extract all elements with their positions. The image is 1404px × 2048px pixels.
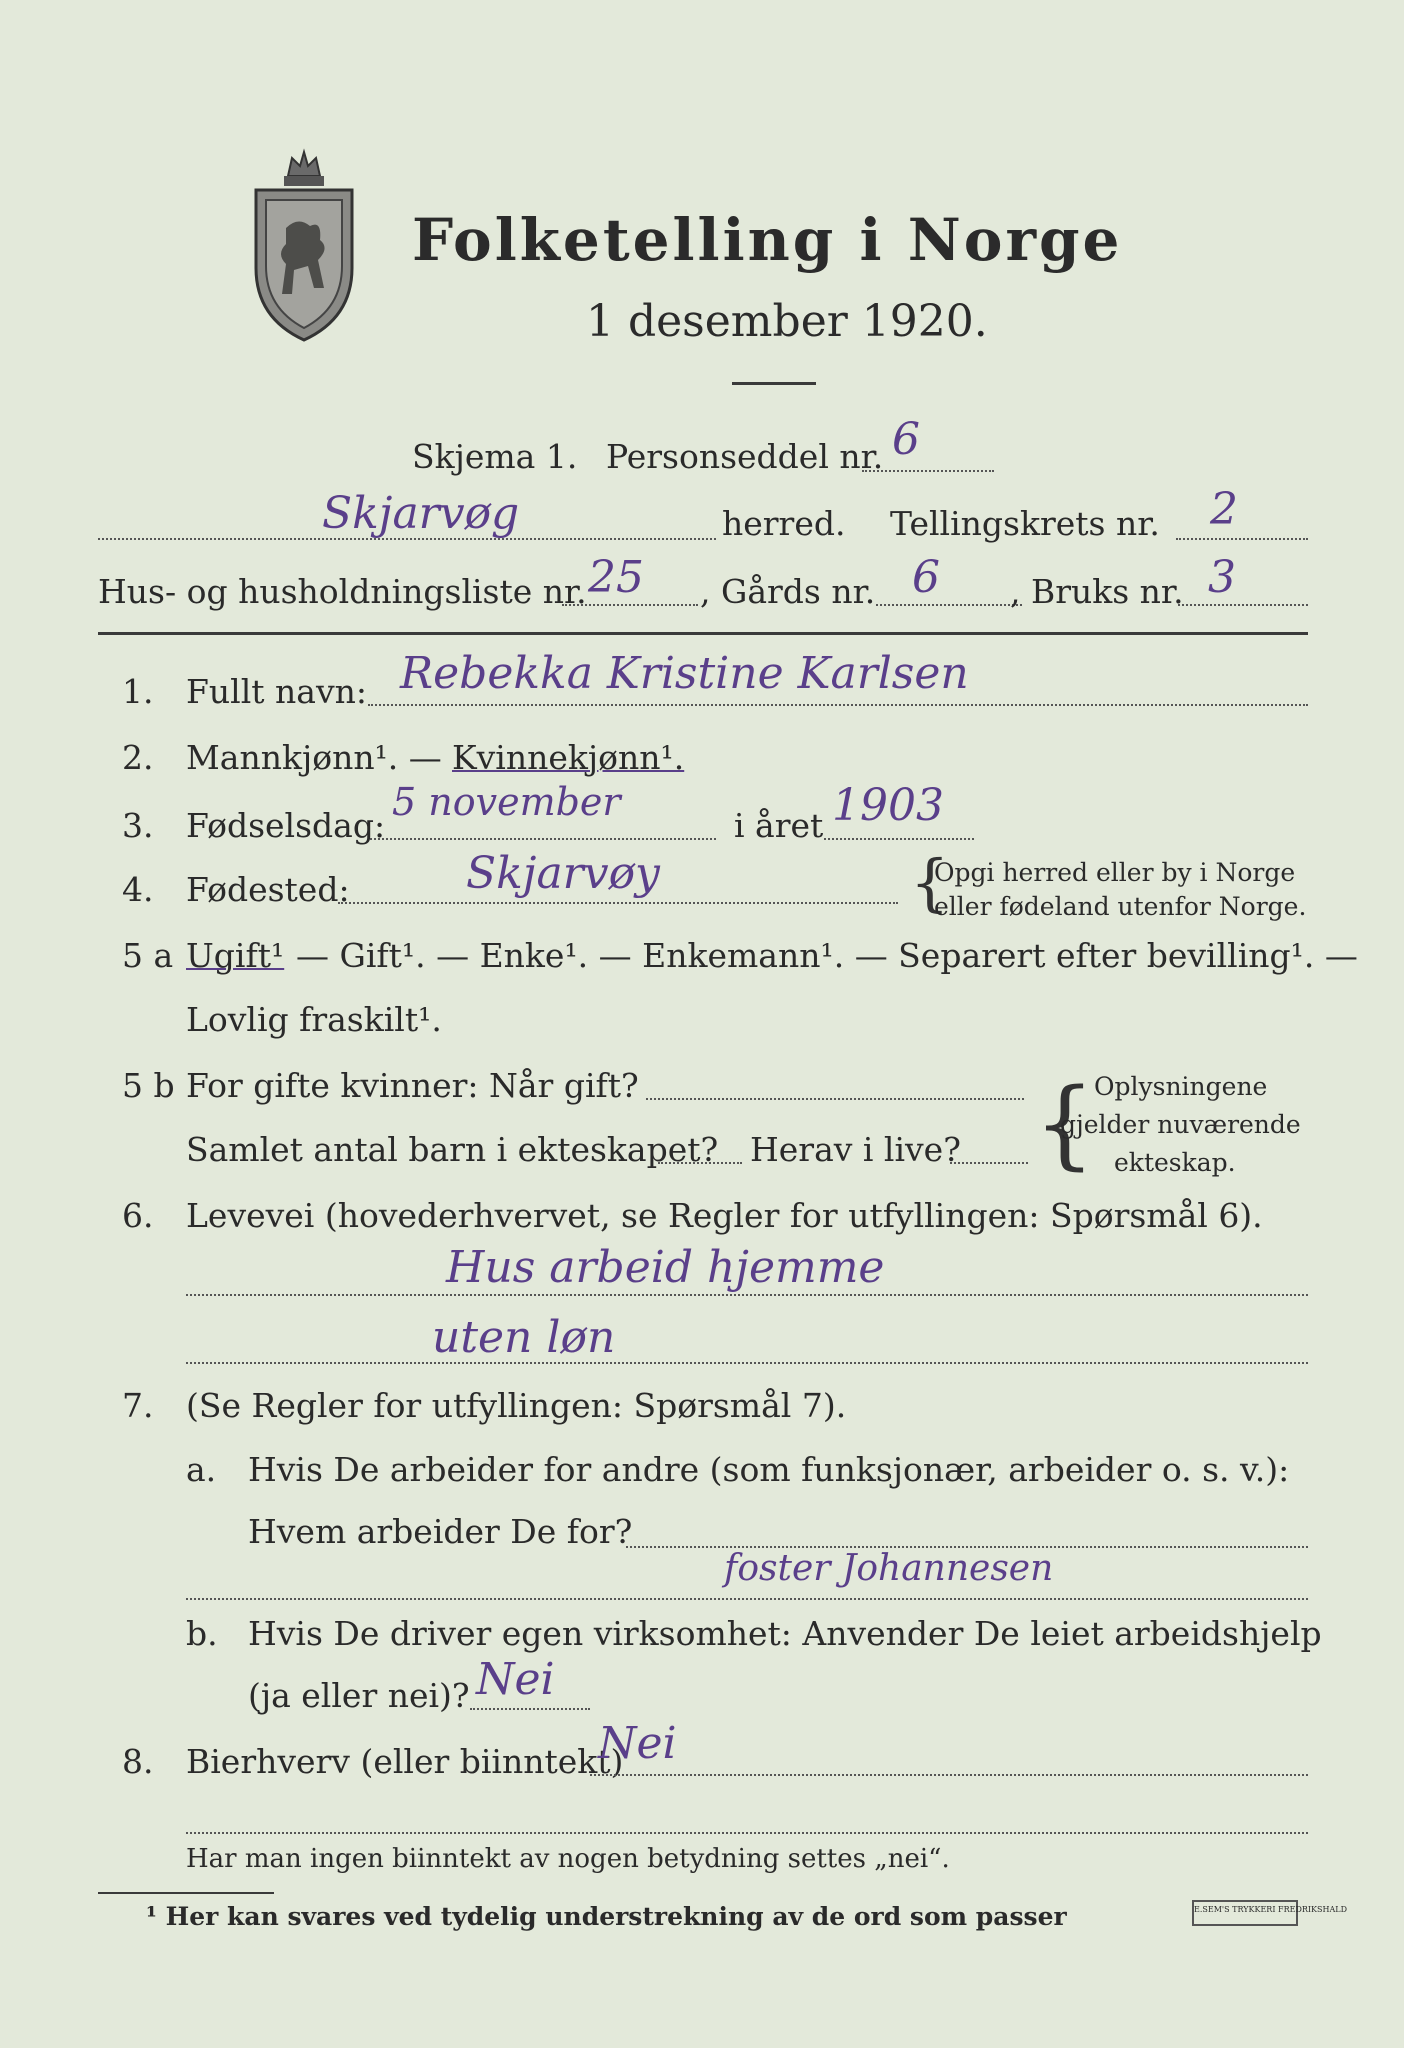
- self-employed-label: Hvis De driver egen virksomhet: Anvender De leiet arbeidshjelp: [248, 1614, 1322, 1653]
- herred-label: herred.: [722, 504, 846, 543]
- gards-line: [876, 604, 1022, 606]
- birthday-line: [370, 838, 716, 840]
- marital-divorced-option[interactable]: Lovlig fraskilt¹.: [186, 1000, 442, 1039]
- birth-year-line: [824, 838, 974, 840]
- q7b-number: b.: [186, 1614, 218, 1653]
- personseddel-value[interactable]: 6: [892, 414, 920, 465]
- birthplace-label: Fødested:: [186, 870, 350, 909]
- gards-label: , Gårds nr.: [700, 572, 876, 611]
- employee-label: Hvis De arbeider for andre (som funksjonær, arbeider o. s. v.):: [248, 1450, 1290, 1489]
- birth-year-value[interactable]: 1903: [832, 780, 944, 831]
- marriage-note-3: ekteskap.: [1114, 1148, 1236, 1177]
- bruks-line: [1178, 604, 1308, 606]
- full-name-value[interactable]: Rebekka Kristine Karlsen: [400, 648, 969, 699]
- bruks-label: , Bruks nr.: [1010, 572, 1184, 611]
- q5b-number: 5 b: [122, 1066, 175, 1105]
- q7-number: 7.: [122, 1386, 154, 1425]
- marriage-brace: {: [1034, 1068, 1096, 1180]
- birthplace-brace: {: [910, 846, 950, 919]
- side-income-line-2: [186, 1832, 1308, 1834]
- marital-other-options[interactable]: — Gift¹. — Enke¹. — Enkemann¹. — Separert efter bevilling¹. —: [296, 936, 1358, 975]
- full-name-label: Fullt navn:: [186, 672, 367, 711]
- hired-help-value[interactable]: Nei: [476, 1654, 555, 1705]
- q1-number: 1.: [122, 672, 154, 711]
- employer-line-2: [186, 1598, 1308, 1600]
- tellingskrets-value[interactable]: 2: [1210, 484, 1238, 535]
- q7a-number: a.: [186, 1450, 217, 1489]
- employer-value[interactable]: foster Johannesen: [724, 1548, 1054, 1589]
- birthday-label: Fødselsdag:: [186, 806, 386, 845]
- footnote-rule: [98, 1892, 274, 1894]
- q7-label: (Se Regler for utfyllingen: Spørsmål 7).: [186, 1386, 847, 1425]
- birthplace-note-2: eller fødeland utenfor Norge.: [934, 892, 1307, 921]
- hired-help-label: (ja eller nei)?: [248, 1676, 470, 1715]
- children-alive-label: Herav i live?: [750, 1130, 961, 1169]
- herred-value[interactable]: Skjarvøg: [322, 488, 520, 539]
- skjema-label: Skjema 1.: [412, 437, 578, 476]
- hired-help-line: [470, 1708, 590, 1710]
- q3-number: 3.: [122, 806, 154, 845]
- tellingskrets-label: Tellingskrets nr.: [890, 504, 1160, 543]
- printer-stamp: E.SEM'S TRYKKERI FREDRIKSHALD: [1192, 1900, 1298, 1926]
- children-total-line: [658, 1162, 742, 1164]
- q2-number: 2.: [122, 738, 154, 777]
- occupation-line-2: [186, 1362, 1308, 1364]
- sex-male-option[interactable]: Mannkjønn¹. —: [186, 738, 442, 777]
- title-divider: [732, 382, 816, 385]
- sex-female-option[interactable]: Kvinnekjønn¹.: [452, 738, 685, 777]
- marriage-note-1: Oplysningene: [1094, 1072, 1268, 1101]
- tellingskrets-line: [1176, 538, 1308, 540]
- form-title: Folketelling i Norge: [412, 206, 1123, 274]
- occupation-value-2[interactable]: uten løn: [432, 1312, 616, 1363]
- side-income-value[interactable]: Nei: [598, 1718, 677, 1769]
- husliste-line: [562, 604, 698, 606]
- birthplace-value[interactable]: Skjarvøy: [466, 848, 660, 899]
- birthday-value[interactable]: 5 november: [392, 780, 621, 824]
- bruks-value[interactable]: 3: [1208, 552, 1236, 603]
- header-rule: [98, 632, 1308, 635]
- birthplace-note-1: Opgi herred eller by i Norge: [934, 858, 1296, 887]
- marriage-note-2: gjelder nuværende: [1060, 1110, 1301, 1139]
- married-when-label: For gifte kvinner: Når gift?: [186, 1066, 639, 1105]
- married-when-line: [646, 1098, 1024, 1100]
- gards-value[interactable]: 6: [912, 552, 940, 603]
- husliste-value[interactable]: 25: [588, 552, 644, 603]
- occupation-label: Levevei (hovederhvervet, se Regler for utfyllingen: Spørsmål 6).: [186, 1196, 1263, 1235]
- q5a-number: 5 a: [122, 936, 174, 975]
- birthplace-line: [338, 902, 898, 904]
- side-income-label: Bierhverv (eller biinntekt): [186, 1742, 624, 1781]
- employer-label: Hvem arbeider De for?: [248, 1512, 633, 1551]
- occupation-line-1: [186, 1294, 1308, 1296]
- personseddel-line: [862, 470, 994, 472]
- husliste-label: Hus- og husholdningsliste nr.: [98, 572, 587, 611]
- marital-ugift-option[interactable]: Ugift¹: [186, 936, 285, 975]
- footnote: ¹ Her kan svares ved tydelig understrekning av de ord som passer: [146, 1902, 1067, 1931]
- side-income-note: Har man ingen biinntekt av nogen betydning settes „nei“.: [186, 1844, 950, 1874]
- form-date: 1 desember 1920.: [586, 296, 988, 347]
- coat-of-arms-icon: [248, 148, 360, 344]
- occupation-value-1[interactable]: Hus arbeid hjemme: [446, 1242, 885, 1293]
- birth-year-label: i året: [734, 806, 824, 845]
- q8-number: 8.: [122, 1742, 154, 1781]
- q4-number: 4.: [122, 870, 154, 909]
- personseddel-label: Personseddel nr.: [606, 437, 884, 476]
- full-name-line: [368, 704, 1308, 706]
- children-alive-line: [950, 1162, 1028, 1164]
- side-income-line: [590, 1774, 1308, 1776]
- children-total-label: Samlet antal barn i ekteskapet?: [186, 1130, 719, 1169]
- q6-number: 6.: [122, 1196, 154, 1235]
